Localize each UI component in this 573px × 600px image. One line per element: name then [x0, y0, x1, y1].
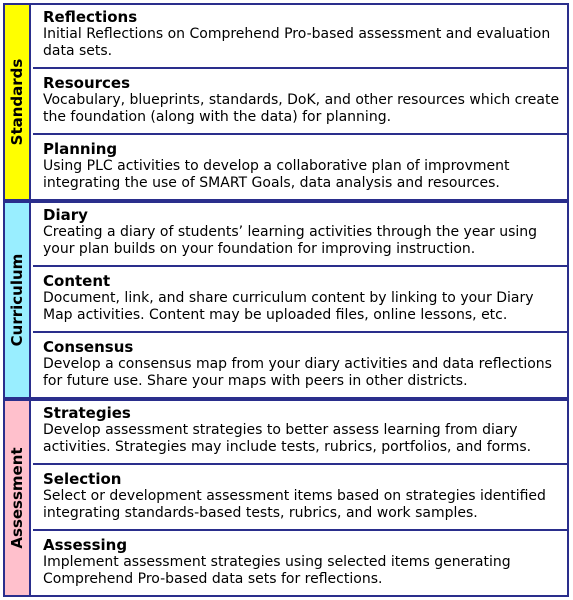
item-description: Creating a diary of students’ learning activities through the year using your plan builds on your foundation for improving instruction.	[43, 224, 538, 257]
item-title: Reflections	[43, 8, 138, 26]
item-description: Document, link, and share curriculum content by linking to your Diary Map activities. Content may be uploaded files, online lessons, etc.	[43, 290, 534, 323]
item-description: Select or development assessment items based on strategies identified integrating standards-based tests, rubrics, and work samples.	[43, 488, 546, 521]
curriculum-label: Curriculum	[8, 253, 26, 347]
framework-table	[3, 3, 569, 597]
item-strategies	[33, 401, 567, 465]
item-description: Vocabulary, blueprints, standards, DoK, and other resources which create the foundation (along with the data) for planning.	[43, 92, 560, 125]
item-assessing	[33, 533, 567, 595]
item-resources	[33, 71, 567, 135]
item-description: Using PLC activities to develop a collaborative plan of improvment integrating the use of SMART Goals, data analysis and resources.	[43, 158, 510, 191]
group-curriculum	[3, 201, 569, 399]
item-description: Initial Reflections on Comprehend Pro-based assessment and evaluation data sets.	[43, 26, 551, 59]
item-title: Assessing	[43, 536, 128, 554]
item-description: Develop assessment strategies to better assess learning from diary activities. Strategies may include tests, rubrics, portfolios, and forms.	[43, 422, 532, 455]
group-standards	[3, 3, 569, 201]
item-diary	[33, 203, 567, 267]
assessment-label: Assessment	[8, 447, 26, 549]
item-selection	[33, 467, 567, 531]
item-title: Strategies	[43, 404, 131, 422]
item-consensus	[33, 335, 567, 397]
item-title: Content	[43, 272, 111, 290]
item-description: Implement assessment strategies using selected items generating Comprehend Pro-based data sets for reflections.	[43, 554, 511, 587]
item-reflections	[33, 5, 567, 69]
assessment-side-label	[5, 401, 31, 595]
standards-label: Standards	[8, 58, 26, 146]
item-title: Planning	[43, 140, 118, 158]
curriculum-side-label	[5, 203, 31, 397]
item-title: Consensus	[43, 338, 134, 356]
standards-side-label	[5, 5, 31, 199]
item-content	[33, 269, 567, 333]
item-title: Selection	[43, 470, 122, 488]
item-description: Develop a consensus map from your diary activities and data reflections for future use. Share your maps with peers in other districts.	[43, 356, 552, 389]
item-title: Resources	[43, 74, 131, 92]
item-title: Diary	[43, 206, 88, 224]
item-planning	[33, 137, 567, 199]
group-assessment	[3, 399, 569, 597]
